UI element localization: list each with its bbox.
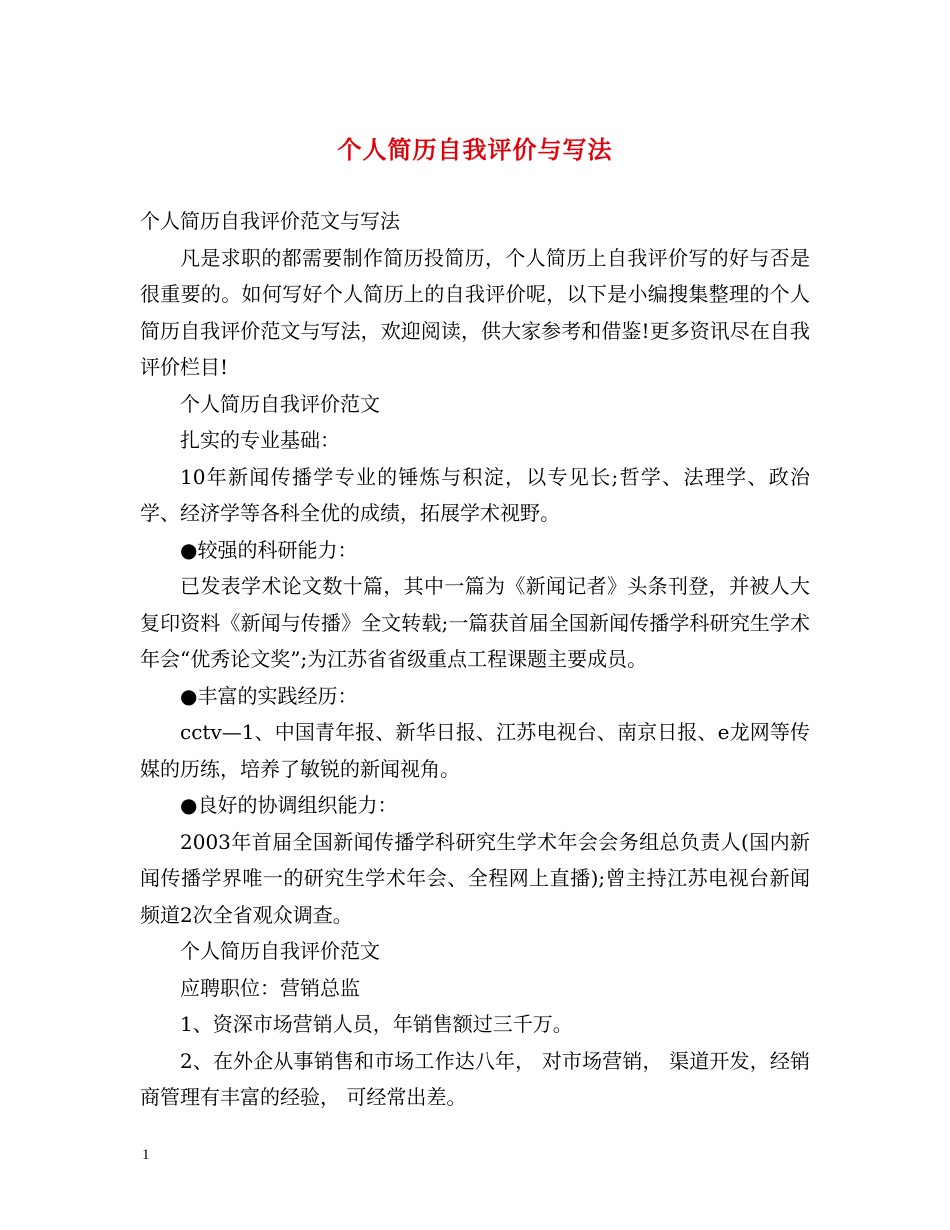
- list-item: 2、在外企从事销售和市场工作达八年， 对市场营销， 渠道开发，经销商管理有丰富的经验， 可经常出差。: [140, 1048, 810, 1109]
- section-heading: 个人简历自我评价范文: [180, 939, 380, 963]
- paragraph: 2003年首届全国新闻传播学科研究生学术年会会务组总负责人(国内新闻传播学界唯一的研究生学术年会、全程网上直播);曾主持江苏电视台新闻频道2次全省观众调查。: [140, 829, 810, 927]
- bullet-heading: ●良好的协调组织能力：: [180, 793, 398, 817]
- paragraph: cctv—1、中国青年报、新华日报、江苏电视台、南京日报、e龙网等传媒的历练，培养了敏锐的新闻视角。: [140, 720, 810, 781]
- document-title: 个人简历自我评价与写法: [337, 135, 613, 164]
- paragraph: 个人简历自我评价范文与写法: [140, 209, 400, 233]
- paragraph: 凡是求职的都需要制作简历投简历，个人简历上自我评价写的好与否是很重要的。如何写好个人简历上的自我评价呢，以下是小编搜集整理的个人简历自我评价范文与写法，欢迎阅读，供大家参考和借鉴!更多资讯尽在自我评价栏目!: [140, 245, 810, 379]
- document-body: [140, 203, 810, 1116]
- section-heading: 个人简历自我评价范文: [180, 391, 380, 416]
- paragraph: 应聘职位：营销总监: [180, 975, 360, 1000]
- paragraph: 扎实的专业基础：: [180, 428, 340, 452]
- bullet-heading: ●较强的科研能力：: [180, 537, 358, 562]
- paragraph: 10年新闻传播学专业的锤炼与积淀，以专见长;哲学、法理学、政治学、经济学等各科全优的成绩，拓展学术视野。: [140, 464, 810, 525]
- list-item: 1、资深市场营销人员，年销售额过三千万。: [180, 1012, 573, 1036]
- bullet-heading: ●丰富的实践经历：: [180, 683, 358, 708]
- paragraph: 已发表学术论文数十篇，其中一篇为《新闻记者》头条刊登，并被人大复印资料《新闻与传播》全文转载;一篇获首届全国新闻传播学科研究生学术年会“优秀论文奖”;为江苏省省级重点工程课题主要成员。: [140, 574, 810, 671]
- page-number: 1: [142, 1147, 150, 1163]
